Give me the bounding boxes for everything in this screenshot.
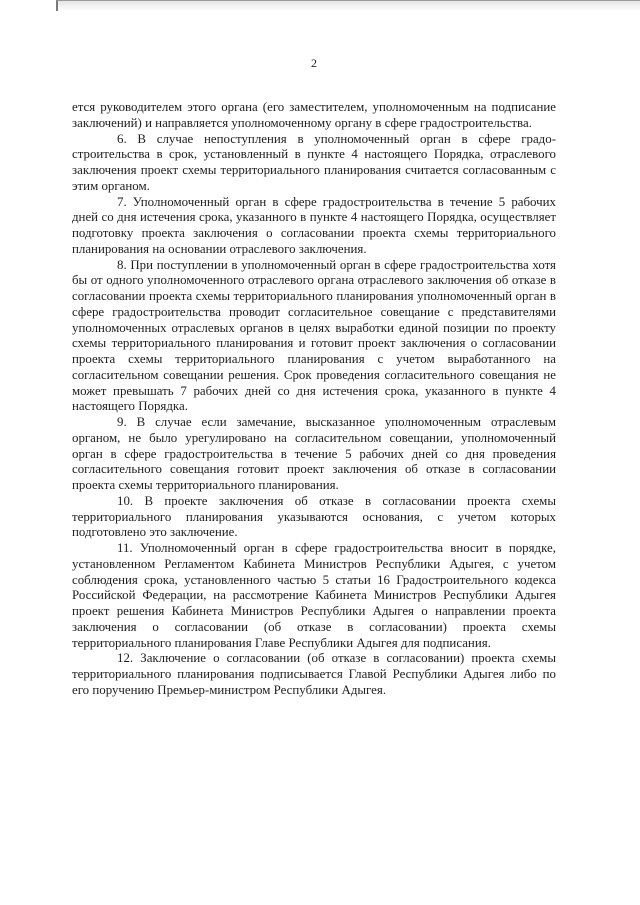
paragraph-9: 9. В случае если замечание, высказанное уполномоченным отраслевым органом, не было урегулировано на согласительном совещании, уполномоченный орган в сфере градостроительства в течение 5 рабочих дней со дня проведения согласительного совещания готовит проект заключения об отказе в согласовании проекта схемы территориального планирования. [72,415,556,492]
paragraph-8: 8. При поступлении в уполномоченный орган в сфере градостроительства хотя бы от одного уполномоченного отраслевого органа отраслевого заключения об отказе в согласовании проекта схемы территориального планирования уполномоченный орган в сфере градостроительства проводит согласительное совещание с представителями уполномоченных отраслевых органов в целях выработки единой позиции по проекту схемы территориального планирования и готовит проект заключения о согласовании проекта схемы территориального планирования с учетом выработанного на согласительном совещании решения. Срок проведения согласительного совещания не может превышать 7 рабочих дней со дня истечения срока, указанного в пункте 4 настоящего Порядка. [72,257,556,414]
paragraph-10: 10. В проекте заключения об отказе в согласовании проекта схемы территориального планирования указываются основания, с учетом которых подготовлено это заключение. [72,493,556,540]
page-number: 2 [311,56,317,70]
paragraph-7: 7. Уполномоченный орган в сфере градостроительства в течение 5 рабочих дней со дня истечения срока, указанного в пункте 4 настоящего Порядка, осуществляет подготовку проекта заключения о согласовании проекта схемы территориального планирования на основании отраслевого заключения. [72,194,556,256]
paragraph-11: 11. Уполномоченный орган в сфере градостроительства вносит в порядке, установленном Регламентом Кабинета Министров Республики Адыгея, с учетом соблюдения срока, установленного частью 5 статьи 16 Градостроительного кодекса Российской Федерации, на рассмотрение Кабинета Министров Республики Адыгея проект решения Кабинета Министров Республики Адыгея о направлении проекта заключения о согласовании (об отказе в согласовании) проекта схемы территориального планирования Главе Республики Адыгея для подписания. [72,541,556,650]
paragraph-continuation: ется руководителем этого органа (его заместителем, уполномоченным на подписание заключений) и направляется уполномоченному органу в сфере градостроительства. [72,100,556,130]
scan-page-edge [56,0,640,11]
paragraph-6: 6. В случае непоступления в уполномоченный орган в сфере градостроительства в срок, установленный в пункте 4 настоящего Порядка, отраслевого заключения проект схемы территориального планирования считается согласованным с этим органом. [72,131,556,193]
document-page [72,56,556,699]
paragraph-12: 12. Заключение о согласовании (об отказе в согласовании) проекта схемы территориального планирования подписывается Главой Республики Адыгея либо по его поручению Премьер-министром Республики Адыгея. [72,651,556,697]
